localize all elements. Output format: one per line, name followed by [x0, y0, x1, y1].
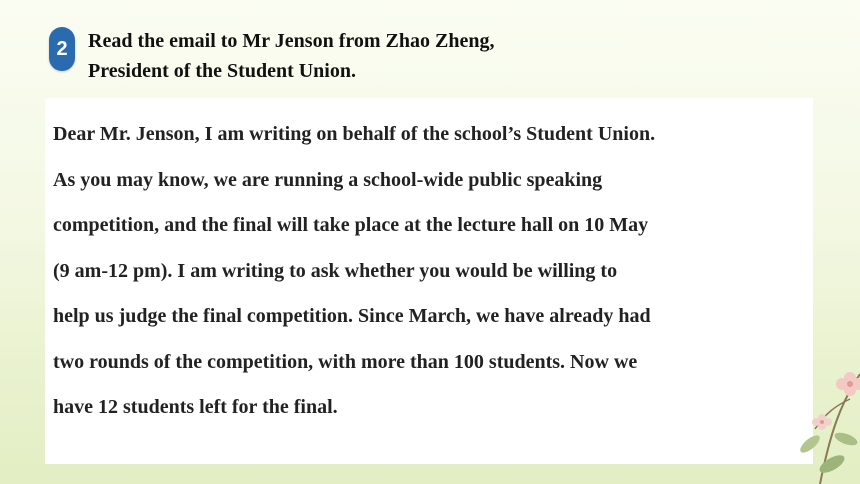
heading-line-1: Read the email to Mr Jenson from Zhao Zheng, — [88, 30, 495, 52]
step-number-badge: 2 — [49, 27, 75, 71]
email-body: Dear Mr. Jenson, I am writing on behalf of the school’s Student Union. As you may know, we are running a school-wide public speaking competition, and the final will take place at the lecture hall on 10 May (9 am-12 pm). I am writing to ask whether you would be willing to help us judge the final competition. Since March, we have already had two rounds of the competition, with more than 100 students. Now we have 12 students left for the final. — [53, 123, 656, 418]
flower-branch-icon — [780, 344, 860, 484]
heading-line-2: President of the Student Union. — [88, 60, 356, 82]
slide-heading — [88, 26, 688, 86]
email-panel — [45, 98, 813, 464]
